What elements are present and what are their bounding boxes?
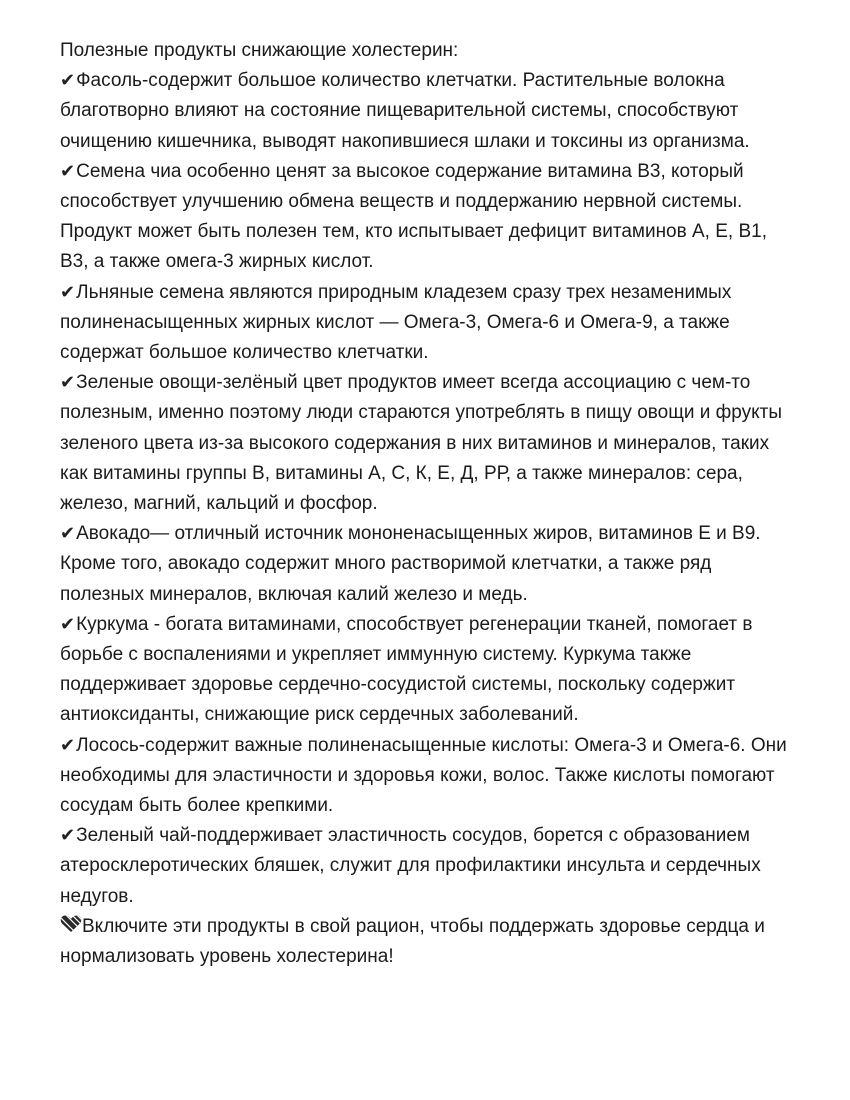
list-item (60, 368, 795, 519)
checkmark-icon: ✔ (60, 523, 76, 545)
closing-line (60, 912, 795, 972)
list-item (60, 821, 795, 912)
document-title: Полезные продукты снижающие холестерин: (60, 40, 459, 61)
list-item-text: Куркума - богата витаминами, способствует регенерации тканей, помогает в борьбе с воспалениями и укрепляет иммунную систему. Куркума также поддерживает здоровье сердечно-сосудистой системы, поскольку содержит антиоксиданты, снижающие риск сердечных заболеваний. (60, 613, 753, 726)
checkmark-icon: ✔ (60, 825, 76, 847)
list-item (60, 610, 795, 731)
checkmark-icon: ✔ (60, 734, 76, 756)
list-item (60, 278, 795, 369)
checkmark-icon: ✔ (60, 281, 76, 303)
closing-text: Включите эти продукты в свой рацион, чтобы поддержать здоровье сердца и нормализовать уровень холестерина! (60, 915, 765, 968)
list-item (60, 731, 795, 822)
checkmark-icon: ✔ (60, 70, 76, 92)
heart-icon (60, 915, 82, 933)
list-item-text: Лосось-содержит важные полиненасыщенные кислоты: Омега-3 и Омега-6. Они необходимы для эластичности и здоровья кожи, волос. Также кислоты помогают сосудам быть более крепкими. (60, 734, 787, 817)
list-item-text: Семена чиа особенно ценят за высокое содержание витамина B3, который способствует улучшению обмена веществ и поддержанию нервной системы. Продукт может быть полезен тем, кто испытывает дефицит витаминов A, E, B1, B3, а также омега-3 жирных кислот. (60, 160, 767, 273)
list-item-text: Фасоль-содержит большое количество клетчатки. Растительные волокна благотворно влияют на состояние пищеварительной системы, способствуют очищению кишечника, выводят накопившиеся шлаки и токсины из организма. (60, 70, 750, 152)
list-item (60, 66, 795, 157)
checkmark-icon: ✔ (60, 613, 76, 635)
list-item-text: Зеленый чай-поддерживает эластичность сосудов, борется с образованием атеросклеротических бляшек, служит для профилактики инсульта и сердечных недугов. (60, 825, 761, 907)
product-list (60, 66, 795, 912)
checkmark-icon: ✔ (60, 372, 76, 394)
checkmark-icon: ✔ (60, 160, 76, 182)
document-page (60, 36, 795, 972)
list-item-text: Зеленые овощи-зелёный цвет продуктов имеет всегда ассоциацию с чем-то полезным, именно поэтому люди стараются употреблять в пищу овощи и фрукты зеленого цвета из-за высокого содержания в них витаминов и минералов, таких как витамины группы В, витамины А, С, К, Е, Д, РР, а также минералов: сера, железо, магний, кальций и фосфор. (60, 372, 782, 515)
list-item (60, 157, 795, 278)
list-item-text: Льняные семена являются природным кладезем сразу трех незаменимых полиненасыщенных жирных кислот — Омега-3, Омега-6 и Омега-9, а также содержат большое количество клетчатки. (60, 281, 732, 364)
list-item (60, 519, 795, 610)
list-item-text: Авокадо— отличный источник мононенасыщенных жиров, витаминов Е и В9. Кроме того, авокадо содержит много растворимой клетчатки, а также ряд полезных минералов, включая калий железо и медь. (60, 523, 761, 605)
